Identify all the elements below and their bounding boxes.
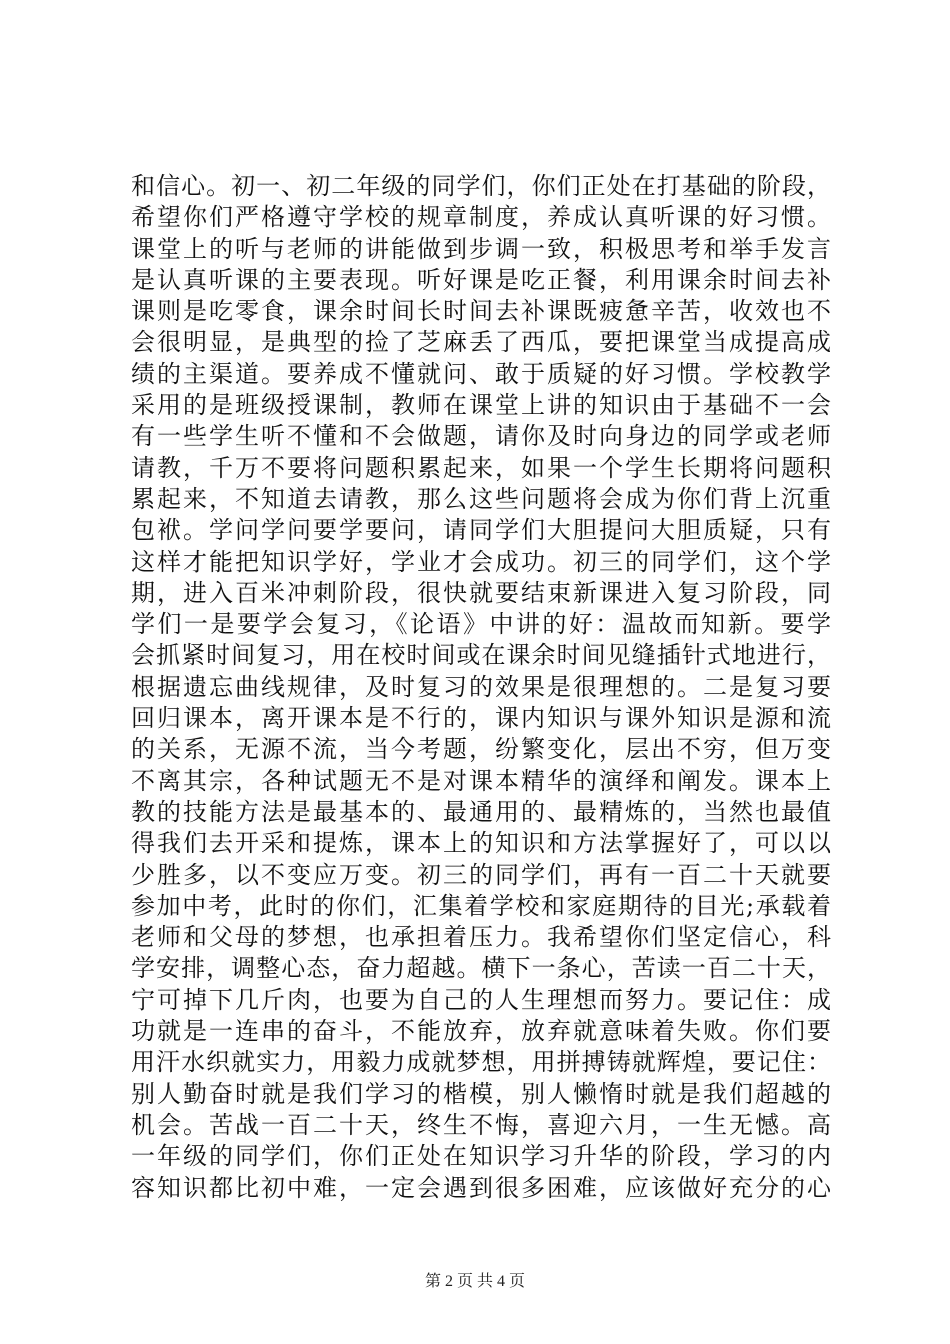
text-line: 有一些学生听不懂和不会做题，请你及时向身边的同学或老师 — [131, 422, 831, 451]
text-line: 绩的主渠道。要养成不懂就问、敢于质疑的好习惯。学校教学 — [131, 359, 831, 388]
text-line: 课堂上的听与老师的讲能做到步调一致，积极思考和举手发言 — [131, 234, 831, 263]
page-footer: 第 2 页 共 4 页 — [424, 1273, 525, 1290]
text-line: 课则是吃零食，课余时间长时间去补课既疲惫辛苦，收效也不 — [131, 297, 831, 326]
text-line: 少胜多，以不变应万变。初三的同学们，再有一百二十天就要 — [131, 860, 831, 889]
text-line: 累起来，不知道去请教，那么这些问题将会成为你们背上沉重 — [131, 484, 831, 513]
text-line: 别人勤奋时就是我们学习的楷模，别人懒惰时就是我们超越的 — [131, 1079, 831, 1108]
text-line: 得我们去开采和提炼，课本上的知识和方法掌握好了，可以以 — [131, 829, 831, 858]
text-line: 老师和父母的梦想，也承担着压力。我希望你们坚定信心，科 — [131, 923, 831, 952]
body-text — [131, 171, 831, 1204]
text-line: 功就是一连串的奋斗，不能放弃，放弃就意味着失败。你们要 — [131, 1017, 831, 1046]
text-line: 希望你们严格遵守学校的规章制度，养成认真听课的好习惯。 — [131, 203, 831, 232]
text-line: 容知识都比初中难，一定会遇到很多困难，应该做好充分的心 — [131, 1173, 831, 1202]
text-line: 回归课本，离开课本是不行的，课内知识与课外知识是源和流 — [131, 704, 831, 733]
text-line: 包袱。学问学问要学要问，请同学们大胆提问大胆质疑，只有 — [131, 516, 831, 545]
text-line: 机会。苦战一百二十天，终生不悔，喜迎六月，一生无憾。高 — [131, 1110, 831, 1139]
text-line: 是认真听课的主要表现。听好课是吃正餐，利用课余时间去补 — [131, 265, 831, 294]
text-line: 教的技能方法是最基本的、最通用的、最精炼的，当然也最值 — [131, 797, 831, 826]
text-line: 请教，千万不要将问题积累起来，如果一个学生长期将问题积 — [131, 453, 831, 482]
text-line: 学们一是要学会复习，《论语》中讲的好：温故而知新。要学 — [131, 610, 831, 639]
text-line: 根据遗忘曲线规律，及时复习的效果是很理想的。二是复习要 — [131, 672, 831, 701]
text-line: 采用的是班级授课制，教师在课堂上讲的知识由于基础不一会 — [131, 391, 831, 420]
text-line: 不离其宗，各种试题无不是对课本精华的演绎和阐发。课本上 — [131, 766, 831, 795]
text-line: 用汗水织就实力，用毅力成就梦想，用拼搏铸就辉煌，要记住： — [131, 1048, 831, 1077]
text-line: 会抓紧时间复习，用在校时间或在课余时间见缝插针式地进行， — [131, 641, 831, 670]
text-line: 的关系，无源不流，当今考题，纷繁变化，层出不穷，但万变 — [131, 735, 831, 764]
text-line: 会很明显，是典型的捡了芝麻丢了西瓜，要把课堂当成提高成 — [131, 328, 831, 357]
text-line: 期，进入百米冲刺阶段，很快就要结束新课进入复习阶段，同 — [131, 578, 831, 607]
text-line: 学安排，调整心态，奋力超越。横下一条心，苦读一百二十天， — [131, 954, 831, 983]
text-line: 和信心。初一、初二年级的同学们，你们正处在打基础的阶段， — [131, 172, 831, 200]
text-line: 参加中考，此时的你们，汇集着学校和家庭期待的目光;承载着 — [131, 891, 831, 920]
text-line: 一年级的同学们，你们正处在知识学习升华的阶段，学习的内 — [131, 1142, 831, 1171]
text-line: 这样才能把知识学好，学业才会成功。初三的同学们，这个学 — [131, 547, 831, 576]
text-line: 宁可掉下几斤肉，也要为自己的人生理想而努力。要记住：成 — [131, 985, 831, 1014]
